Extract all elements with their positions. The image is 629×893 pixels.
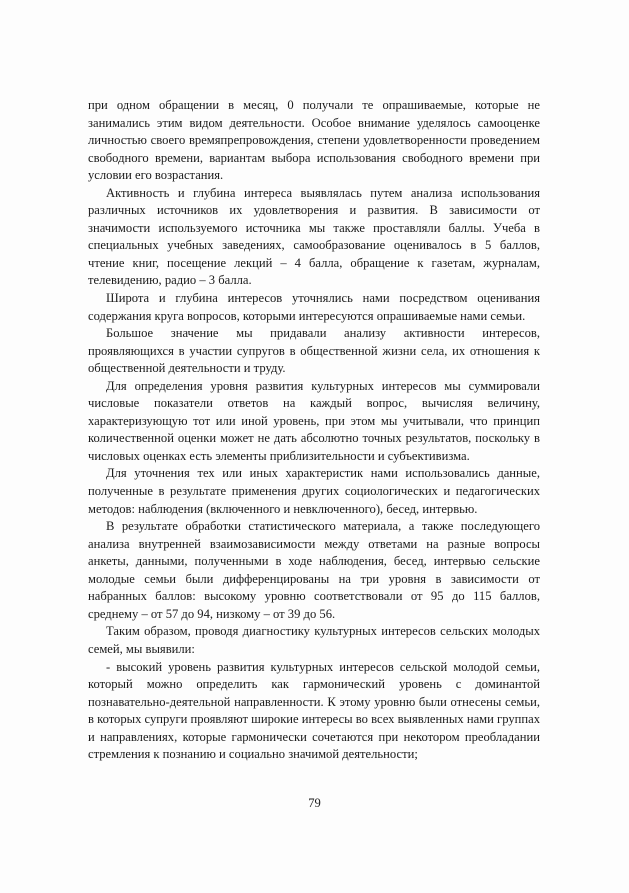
paragraph-results: В результате обработки статистического материала, а также последующего анализа внутренней взаимозависимости между ответами на разные вопросы анкеты, данными, полученными в ходе наблюдения, бесед, интервью сельские молодые семьи были дифференцированы на три уровня в зависимости от набранных баллов: высокому уровню соответствовали от 95 до 115 баллов, среднему – от 57 до 94, низкому – от 39 до 56. bbox=[88, 519, 540, 621]
list-item-high-level: - высокий уровень развития культурных интересов сельской молодой семьи, который можно определить как гармонический уровень с доминантой познавательно-деятельной направленности. К этому уровню были отнесены семьи, в которых супруги проявляют широкие интересы во всех выявленных нами группах и направлениях, которые гармонически сочетаются при некотором преобладании стремления к познанию и социально значимой деятельности; bbox=[88, 659, 540, 762]
paragraph-activity: Активность и глубина интереса выявлялась путем анализа использования различных источников их удовлетворения и развития. В зависимости от значимости используемого источника мы также проставляли баллы. Учеба в специальных учебных заведениях, самообразование оценивалось в 5 баллов, чтение книг, посещение лекций – 4 балла, обращение к газетам, журналам, телевидению, радио – 3 балла. bbox=[88, 185, 540, 288]
page-number: 79 bbox=[308, 796, 321, 810]
paragraph-breadth: Широта и глубина интересов уточнялись нами посредством оценивания содержания круга вопросов, которыми интересуются опрашиваемые нами семьи. bbox=[88, 291, 540, 323]
paragraph-other-methods: Для уточнения тех или иных характеристик нами использовались данные, полученные в результате применения других социологических и педагогических методов: наблюдения (включенного и невключенного), бесед, интервью. bbox=[88, 466, 540, 516]
paragraph-conclusion-intro: Таким образом, проводя диагностику культурных интересов сельских молодых семей, мы выявили: bbox=[88, 624, 540, 656]
paragraph-public-life: Большое значение мы придавали анализу активности интересов, проявляющихся в участии супругов в общественной жизни села, их отношения к общественной деятельности и труду. bbox=[88, 326, 540, 376]
body-text bbox=[88, 97, 540, 764]
paragraph-continuation: при одном обращении в месяц, 0 получали те опрашиваемые, которые не занимались этим видом деятельности. Особое внимание уделялось самооценке личностью своего времяпрепровождения, степени удовлетворенности проведением свободного времени, вариантам выбора использования свободного времени при условии его возрастания. bbox=[88, 98, 540, 183]
paragraph-levels-method: Для определения уровня развития культурных интересов мы суммировали числовые показатели ответов на каждый вопрос, вычисляя величину, характеризующую тот или иной уровень, при этом мы учитывали, что принцип количественной оценки может не дать абсолютно точных результатов, поскольку в числовых оценках есть элементы приблизительности и субъективизма. bbox=[88, 378, 540, 463]
